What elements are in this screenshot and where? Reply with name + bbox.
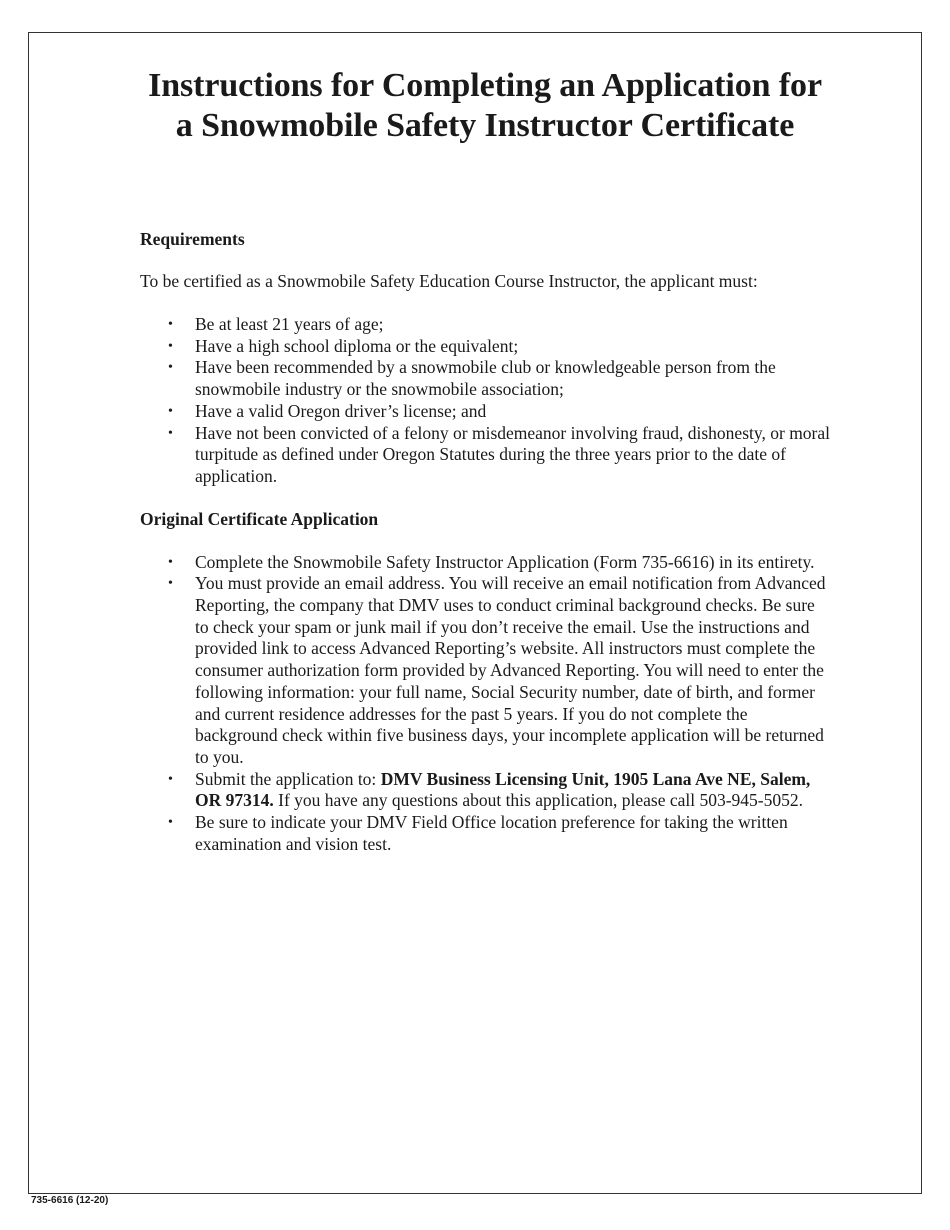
list-item-text: Have been recommended by a snowmobile club or knowledgeable person from the snowmobile industry or the snowmobile association; <box>195 357 776 400</box>
list-item <box>140 812 830 855</box>
list-item-text: Be sure to indicate your DMV Field Office location preference for taking the written examination and vision test. <box>195 812 788 854</box>
list-item-text: Have a high school diploma or the equivalent; <box>195 335 519 356</box>
list-item <box>140 401 830 423</box>
bullet-icon: • <box>168 360 173 376</box>
requirements-intro: To be certified as a Snowmobile Safety Education Course Instructor, the applicant must: <box>140 271 758 291</box>
submit-prefix-text: Submit the application to: <box>195 768 381 789</box>
title-line-1: Instructions for Completing an Application for <box>148 67 822 104</box>
list-item-text: Have not been convicted of a felony or misdemeanor involving fraud, dishonesty, or moral turpitude as defined under Oregon Statutes during the three years prior to the date of application. <box>195 422 831 486</box>
list-item <box>140 423 830 488</box>
requirements-heading: Requirements <box>140 229 245 249</box>
mailing-address: DMV Business Licensing Unit, 1905 Lana Ave NE, Salem, OR 97314. <box>195 768 811 811</box>
edge-tick-right-4 <box>921 1150 922 1190</box>
list-item-text: Have a valid Oregon driver’s license; and <box>195 400 487 421</box>
original-application-list <box>140 552 830 856</box>
bullet-icon: • <box>168 338 173 354</box>
bullet-icon: • <box>168 554 173 570</box>
list-item <box>140 357 830 400</box>
edge-tick-left-1 <box>28 290 29 330</box>
edge-tick-left-3 <box>28 1150 29 1190</box>
edge-tick-left-2 <box>28 660 29 700</box>
requirements-list <box>140 314 830 488</box>
title-line-2: a Snowmobile Safety Instructor Certificate <box>175 107 795 144</box>
bullet-icon: • <box>168 576 173 592</box>
bullet-icon: • <box>168 815 173 831</box>
document-title <box>140 66 830 146</box>
bullet-icon: • <box>168 317 173 332</box>
bullet-icon: • <box>168 771 173 787</box>
bullet-icon: • <box>168 403 173 419</box>
list-item-text: You must provide an email address. You will receive an email notification from Advanced Reporting, the company that DMV uses to conduct criminal background checks. Be sure to check your spam or junk mail if you don’t receive the email. Use the instructions and provided link to access Advanced Reporting’s website. All instructors must complete the consumer authorization form provided by Advanced Reporting. You will need to enter the following information: your full name, Social Security number, date of birth, and former and current residence addresses for the past 5 years. If you do not complete the background check within five business days, your incomplete application will be returned to you. <box>195 573 826 767</box>
list-item-text: Complete the Snowmobile Safety Instructor Application (Form 735-6616) in its entirety. <box>195 551 815 572</box>
list-item-text: Be at least 21 years of age; <box>195 314 384 334</box>
list-item <box>140 769 830 812</box>
list-item <box>140 314 830 336</box>
list-item <box>140 573 830 768</box>
edge-tick-right-1 <box>921 290 922 330</box>
edge-tick-right-3 <box>921 840 922 880</box>
edge-tick-right-2 <box>921 660 922 700</box>
document-body <box>140 66 830 855</box>
bullet-icon: • <box>168 425 173 441</box>
form-number: 735-6616 (12-20) <box>31 1195 109 1206</box>
contact-phone-text: If you have any questions about this application, please call 503-945-5052. <box>273 790 803 811</box>
original-application-heading: Original Certificate Application <box>140 508 379 529</box>
list-item <box>140 336 830 358</box>
list-item <box>140 552 830 574</box>
